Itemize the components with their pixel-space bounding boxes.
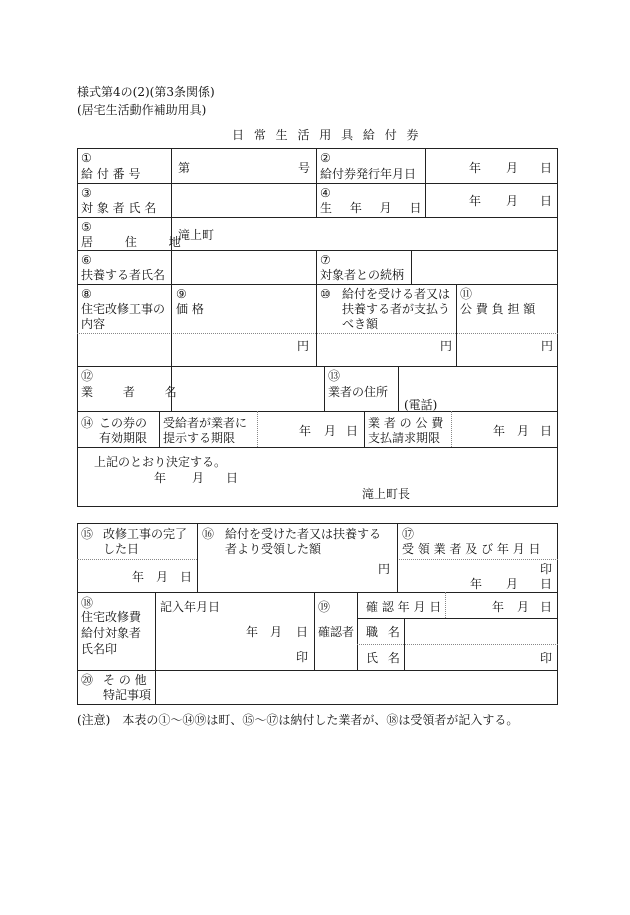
completion-year: 年 [132,570,145,584]
issue-day: 日 [540,161,553,175]
present-year: 年 [299,424,312,438]
label-payable-b: 扶養する者が支払う [342,302,451,316]
label-other-a: そ の 他 [103,673,147,687]
label-relationship: 対象者との続柄 [320,268,405,282]
num-10: ⑩ [320,287,331,301]
label-residence: 居 住 地 [81,235,181,249]
form-subtitle: (居宅生活動作補助用具) [77,103,207,117]
label-price: 価 格 [176,302,204,316]
birth-year: 年 [469,194,482,208]
label-issue-date: 給付券発行年月日 [320,167,417,181]
label-completion-date-a: 改修工事の完了 [103,527,188,541]
label-completion-date-b: した日 [103,542,140,556]
yen-payable: 円 [440,339,453,353]
present-day: 日 [346,424,359,438]
vendor-month: 月 [506,577,519,591]
label-recipient-name: 対 象 者 氏 名 [81,201,157,215]
label-received-amount-a: 給付を受けた者又は扶養する [225,527,382,541]
claim-month: 月 [517,424,530,438]
completion-month: 月 [156,570,169,584]
label-payable-c: べき額 [342,317,379,331]
entry-year: 年 [246,625,259,639]
label-vendor-address: 業者の住所 [328,385,389,399]
label-beneficiary-a: 住宅改修費 [81,610,142,624]
label-confirm-date: 確 認 年 月 日 [366,600,442,614]
entry-day: 日 [296,625,309,639]
num-12: ⑫ [81,369,94,383]
label-issue-number: 給 付 番 号 [81,167,141,181]
label-present-deadline-a: 受給者が業者に [163,416,248,430]
completion-day: 日 [180,570,193,584]
num-19: ⑲ [318,600,331,614]
beneficiary-seal: 印 [296,650,309,664]
label-validity-b: 有効期限 [99,431,148,445]
confirm-day: 日 [540,600,553,614]
label-supporter-name: 扶養する者氏名 [81,268,166,282]
label-vendor-name: 業 者 名 [81,385,177,399]
mayor-signature: 滝上町長 [362,487,411,501]
residence-value: 滝上町 [178,228,215,242]
num-14: ⑭ [81,416,94,430]
num-16: ⑯ [202,527,215,541]
confirm-year: 年 [492,600,505,614]
num-11: ⑪ [460,287,473,301]
issue-month: 月 [506,161,519,175]
num-6: ⑥ [81,253,92,267]
num-17: ⑰ [402,527,415,541]
label-claim-deadline-a: 業 者 の 公 費 [368,416,444,430]
claim-day: 日 [540,424,553,438]
yen-received: 円 [378,562,391,576]
num-3: ③ [81,186,92,200]
num-8: ⑧ [81,287,92,301]
label-birth-date: 生 年 月 日 [320,201,422,215]
vendor-day: 日 [540,577,553,591]
confirm-month: 月 [517,600,530,614]
birth-month: 月 [506,194,519,208]
label-public-share: 公 費 負 担 額 [460,302,536,316]
num-13: ⑬ [328,369,341,383]
dai-label: 第 [178,161,191,175]
label-renovation-content-b: 内容 [81,317,106,331]
decision-day: 日 [226,471,239,485]
label-present-deadline-b: 提示する期限 [163,431,236,445]
label-entry-date: 記入年月日 [160,600,221,614]
form-title: 日 常 生 活 用 具 給 付 券 [232,128,422,142]
yen-public: 円 [541,339,554,353]
num-4: ④ [320,186,331,200]
label-validity-a: この券の [99,416,148,430]
num-5: ⑤ [81,220,92,234]
label-other-b: 特記事項 [103,688,152,702]
label-position: 職 名 [366,625,400,639]
vendor-year: 年 [470,577,483,591]
entry-month: 月 [270,625,283,639]
label-payable-a: 給付を受ける者又は [342,287,451,301]
num-15: ⑮ [81,527,94,541]
claim-year: 年 [493,424,506,438]
label-claim-deadline-b: 支払請求期限 [368,431,441,445]
label-beneficiary-c: 氏名印 [81,642,118,656]
label-received-amount-b: 者より受領した額 [225,542,322,556]
label-name: 氏 名 [366,651,400,665]
num-7: ⑦ [320,253,331,267]
label-confirmer: 確認者 [318,625,355,639]
num-20: ⑳ [81,673,94,687]
label-beneficiary-b: 給付対象者 [81,626,142,640]
label-receiving-vendor: 受 領 業 者 及 び 年 月 日 [402,542,541,556]
issue-year: 年 [469,161,482,175]
vendor-seal: 印 [540,562,553,576]
birth-day: 日 [540,194,553,208]
num-2: ② [320,151,331,165]
label-renovation-content-a: 住宅改修工事の [81,302,166,316]
num-9: ⑨ [176,287,187,301]
form-number: 様式第4の(2)(第3条関係) [77,85,215,99]
present-month: 月 [324,424,337,438]
decision-year: 年 [154,471,167,485]
go-label: 号 [298,161,311,175]
num-1: ① [81,151,92,165]
confirmer-seal: 印 [540,651,553,665]
num-18: ⑱ [81,596,94,610]
decision-statement: 上記のとおり決定する。 [94,455,227,469]
phone-label: (電話) [404,398,438,412]
yen-price: 円 [297,339,310,353]
decision-month: 月 [192,471,205,485]
footnote: (注意) 本表の①～⑭⑲は町、⑮～⑰は納付した業者が、⑱は受領者が記入する。 [77,713,519,727]
